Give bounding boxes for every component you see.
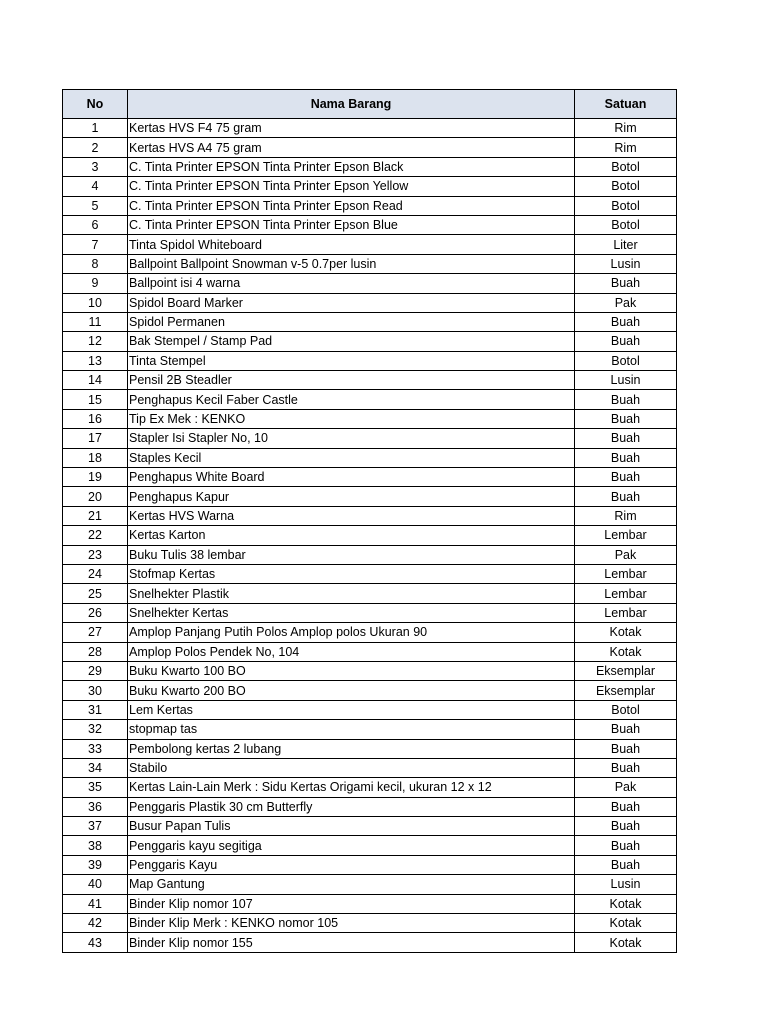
row-number-cell: 18 [63, 448, 128, 467]
row-number-cell: 17 [63, 429, 128, 448]
row-number-cell: 16 [63, 409, 128, 428]
row-number-cell: 4 [63, 177, 128, 196]
table-row [63, 506, 677, 525]
unit-cell: Buah [575, 312, 677, 331]
unit-cell: Lusin [575, 371, 677, 390]
row-number-cell: 27 [63, 623, 128, 642]
unit-cell: Pak [575, 293, 677, 312]
row-number-cell: 38 [63, 836, 128, 855]
table-row [63, 681, 677, 700]
row-number-cell: 31 [63, 700, 128, 719]
row-number-cell: 6 [63, 215, 128, 234]
unit-cell: Botol [575, 177, 677, 196]
table-row [63, 487, 677, 506]
table-row [63, 875, 677, 894]
unit-cell: Buah [575, 274, 677, 293]
table-row [63, 778, 677, 797]
unit-cell: Rim [575, 506, 677, 525]
item-name-cell: stopmap tas [128, 720, 575, 739]
unit-cell: Pak [575, 545, 677, 564]
unit-cell: Buah [575, 817, 677, 836]
table-row [63, 196, 677, 215]
item-name-cell: Pensil 2B Steadler [128, 371, 575, 390]
item-name-cell: C. Tinta Printer EPSON Tinta Printer Epson Blue [128, 215, 575, 234]
row-number-cell: 8 [63, 254, 128, 273]
table-row [63, 700, 677, 719]
unit-cell: Kotak [575, 914, 677, 933]
item-name-cell: Lem Kertas [128, 700, 575, 719]
table-row [63, 119, 677, 138]
unit-cell: Buah [575, 739, 677, 758]
row-number-cell: 25 [63, 584, 128, 603]
row-number-cell: 42 [63, 914, 128, 933]
goods-table [62, 89, 677, 953]
item-name-cell: Stofmap Kertas [128, 564, 575, 583]
unit-cell: Buah [575, 487, 677, 506]
item-name-cell: Penghapus White Board [128, 468, 575, 487]
item-name-cell: Binder Klip nomor 155 [128, 933, 575, 952]
table-row [63, 739, 677, 758]
table-row [63, 545, 677, 564]
unit-cell: Buah [575, 836, 677, 855]
table-row [63, 564, 677, 583]
table-row [63, 526, 677, 545]
table-row [63, 235, 677, 254]
table-row [63, 274, 677, 293]
unit-cell: Botol [575, 196, 677, 215]
unit-cell: Lusin [575, 254, 677, 273]
unit-cell: Kotak [575, 933, 677, 952]
item-name-cell: Penghapus Kapur [128, 487, 575, 506]
unit-cell: Rim [575, 119, 677, 138]
table-row [63, 312, 677, 331]
row-number-cell: 15 [63, 390, 128, 409]
row-number-cell: 2 [63, 138, 128, 157]
item-name-cell: Amplop Panjang Putih Polos Amplop polos Ukuran 90 [128, 623, 575, 642]
item-name-cell: Penggaris Plastik 30 cm Butterfly [128, 797, 575, 816]
unit-cell: Buah [575, 797, 677, 816]
unit-cell: Buah [575, 720, 677, 739]
unit-cell: Pak [575, 778, 677, 797]
item-name-cell: Binder Klip Merk : KENKO nomor 105 [128, 914, 575, 933]
table-row [63, 215, 677, 234]
row-number-cell: 13 [63, 351, 128, 370]
row-number-cell: 43 [63, 933, 128, 952]
table-row [63, 817, 677, 836]
item-name-cell: Kertas Karton [128, 526, 575, 545]
table-row [63, 855, 677, 874]
item-name-cell: Kertas HVS A4 75 gram [128, 138, 575, 157]
header-row [63, 90, 677, 119]
item-name-cell: Penghapus Kecil Faber Castle [128, 390, 575, 409]
row-number-cell: 21 [63, 506, 128, 525]
table-row [63, 448, 677, 467]
header-no: No [63, 90, 128, 119]
item-name-cell: Ballpoint Ballpoint Snowman v-5 0.7per lusin [128, 254, 575, 273]
row-number-cell: 11 [63, 312, 128, 331]
item-name-cell: C. Tinta Printer EPSON Tinta Printer Epson Black [128, 157, 575, 176]
item-name-cell: Tinta Stempel [128, 351, 575, 370]
table-row [63, 914, 677, 933]
table-row [63, 390, 677, 409]
table-row [63, 603, 677, 622]
unit-cell: Botol [575, 215, 677, 234]
table-row [63, 254, 677, 273]
row-number-cell: 9 [63, 274, 128, 293]
item-name-cell: Kertas Lain-Lain Merk : Sidu Kertas Origami kecil, ukuran 12 x 12 [128, 778, 575, 797]
table-row [63, 468, 677, 487]
unit-cell: Kotak [575, 623, 677, 642]
row-number-cell: 30 [63, 681, 128, 700]
row-number-cell: 39 [63, 855, 128, 874]
row-number-cell: 10 [63, 293, 128, 312]
unit-cell: Lembar [575, 564, 677, 583]
item-name-cell: Buku Kwarto 100 BO [128, 661, 575, 680]
row-number-cell: 14 [63, 371, 128, 390]
unit-cell: Buah [575, 855, 677, 874]
item-name-cell: Snelhekter Plastik [128, 584, 575, 603]
unit-cell: Buah [575, 468, 677, 487]
unit-cell: Buah [575, 429, 677, 448]
item-name-cell: Ballpoint isi 4 warna [128, 274, 575, 293]
unit-cell: Buah [575, 332, 677, 351]
row-number-cell: 40 [63, 875, 128, 894]
row-number-cell: 41 [63, 894, 128, 913]
item-name-cell: Kertas HVS Warna [128, 506, 575, 525]
table-header [63, 90, 677, 119]
item-name-cell: Penggaris Kayu [128, 855, 575, 874]
table-row [63, 720, 677, 739]
unit-cell: Buah [575, 409, 677, 428]
item-name-cell: Bak Stempel / Stamp Pad [128, 332, 575, 351]
item-name-cell: C. Tinta Printer EPSON Tinta Printer Epson Read [128, 196, 575, 215]
item-name-cell: Spidol Permanen [128, 312, 575, 331]
table-body [63, 119, 677, 953]
table-row [63, 758, 677, 777]
item-name-cell: Kertas HVS F4 75 gram [128, 119, 575, 138]
table-row [63, 584, 677, 603]
table-row [63, 157, 677, 176]
header-unit: Satuan [575, 90, 677, 119]
table-row [63, 332, 677, 351]
table-row [63, 894, 677, 913]
unit-cell: Liter [575, 235, 677, 254]
row-number-cell: 36 [63, 797, 128, 816]
unit-cell: Eksemplar [575, 681, 677, 700]
item-name-cell: Tinta Spidol Whiteboard [128, 235, 575, 254]
table-row [63, 429, 677, 448]
item-name-cell: C. Tinta Printer EPSON Tinta Printer Epson Yellow [128, 177, 575, 196]
row-number-cell: 1 [63, 119, 128, 138]
unit-cell: Eksemplar [575, 661, 677, 680]
row-number-cell: 28 [63, 642, 128, 661]
unit-cell: Botol [575, 351, 677, 370]
row-number-cell: 3 [63, 157, 128, 176]
unit-cell: Kotak [575, 642, 677, 661]
table-row [63, 797, 677, 816]
row-number-cell: 7 [63, 235, 128, 254]
unit-cell: Botol [575, 700, 677, 719]
unit-cell: Buah [575, 758, 677, 777]
item-name-cell: Amplop Polos Pendek No, 104 [128, 642, 575, 661]
item-name-cell: Snelhekter Kertas [128, 603, 575, 622]
row-number-cell: 5 [63, 196, 128, 215]
table-row [63, 836, 677, 855]
item-name-cell: Penggaris kayu segitiga [128, 836, 575, 855]
unit-cell: Lusin [575, 875, 677, 894]
item-name-cell: Buku Tulis 38 lembar [128, 545, 575, 564]
table-row [63, 642, 677, 661]
unit-cell: Lembar [575, 584, 677, 603]
item-name-cell: Map Gantung [128, 875, 575, 894]
unit-cell: Buah [575, 390, 677, 409]
table-row [63, 409, 677, 428]
table-row [63, 623, 677, 642]
row-number-cell: 34 [63, 758, 128, 777]
unit-cell: Lembar [575, 526, 677, 545]
table-row [63, 371, 677, 390]
item-name-cell: Buku Kwarto 200 BO [128, 681, 575, 700]
item-name-cell: Stabilo [128, 758, 575, 777]
table-row [63, 933, 677, 952]
item-name-cell: Tip Ex Mek : KENKO [128, 409, 575, 428]
item-name-cell: Binder Klip nomor 107 [128, 894, 575, 913]
row-number-cell: 22 [63, 526, 128, 545]
unit-cell: Rim [575, 138, 677, 157]
row-number-cell: 26 [63, 603, 128, 622]
unit-cell: Botol [575, 157, 677, 176]
header-item-name: Nama Barang [128, 90, 575, 119]
unit-cell: Buah [575, 448, 677, 467]
row-number-cell: 19 [63, 468, 128, 487]
row-number-cell: 12 [63, 332, 128, 351]
table-row [63, 661, 677, 680]
row-number-cell: 33 [63, 739, 128, 758]
item-name-cell: Busur Papan Tulis [128, 817, 575, 836]
unit-cell: Kotak [575, 894, 677, 913]
table-row [63, 293, 677, 312]
table-row [63, 177, 677, 196]
unit-cell: Lembar [575, 603, 677, 622]
row-number-cell: 29 [63, 661, 128, 680]
table-row [63, 138, 677, 157]
item-name-cell: Stapler Isi Stapler No, 10 [128, 429, 575, 448]
row-number-cell: 23 [63, 545, 128, 564]
item-name-cell: Pembolong kertas 2 lubang [128, 739, 575, 758]
row-number-cell: 24 [63, 564, 128, 583]
row-number-cell: 35 [63, 778, 128, 797]
table-row [63, 351, 677, 370]
row-number-cell: 20 [63, 487, 128, 506]
item-name-cell: Staples Kecil [128, 448, 575, 467]
item-name-cell: Spidol Board Marker [128, 293, 575, 312]
row-number-cell: 37 [63, 817, 128, 836]
row-number-cell: 32 [63, 720, 128, 739]
